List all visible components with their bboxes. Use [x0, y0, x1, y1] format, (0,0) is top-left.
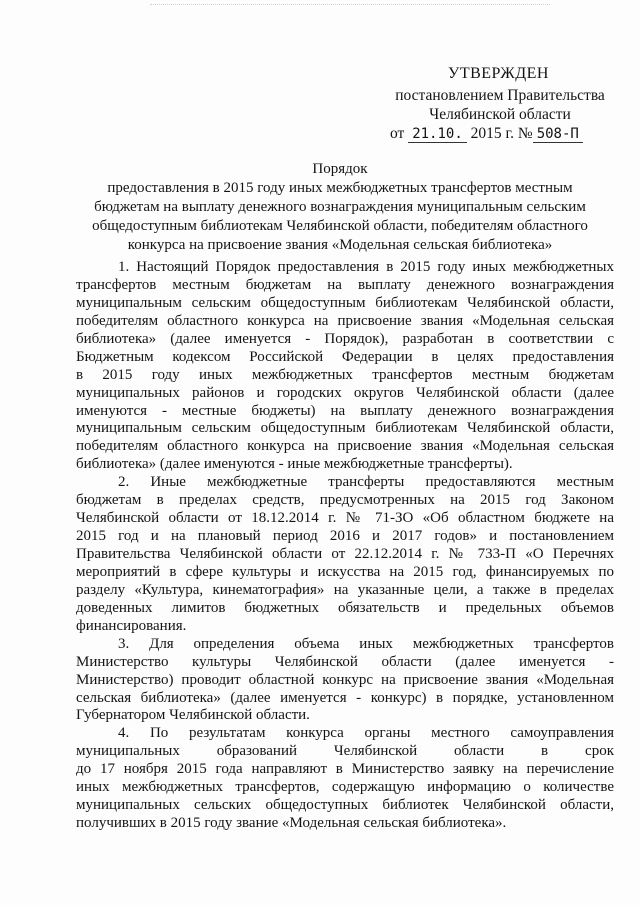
- paragraph-3: [76, 636, 614, 726]
- text-line: до 17 ноября 2015 года направляют в Министерство заявку на перечисление: [76, 761, 614, 778]
- text-line: 3. Для определения объема иных межбюджетных трансфертов: [118, 635, 614, 652]
- paragraph-1: [76, 259, 614, 474]
- paragraph-2: [76, 474, 614, 635]
- approval-stamp-block: [380, 64, 620, 143]
- text-line: 1. Настоящий Порядок предоставления в 2015 году иных межбюджетных: [118, 259, 614, 275]
- text-line: финансирования.: [76, 617, 187, 634]
- approval-line-2: Челябинской области: [429, 106, 571, 123]
- text-line: Министерство культуры Челябинской области (далее именуется -: [76, 653, 614, 670]
- document-body: [76, 259, 614, 833]
- text-line: библиотека» (далее именуются - иные межбюджетные трансферты).: [76, 456, 513, 473]
- paragraph-4: [76, 725, 614, 833]
- text-line: разделу «Культура, кинематография» на указанные цели, а также в пределах: [76, 581, 614, 598]
- subtitle-line: конкурса на присвоение звания «Модельная сельская библиотека»: [127, 237, 553, 253]
- text-line: доведенных лимитов бюджетных обязательств и предельных объемов: [76, 599, 614, 616]
- text-line: Челябинской области от 18.12.2014 г. № 71-ЗО «Об областном бюджете на: [76, 510, 614, 527]
- subtitle-line: бюджетам на выплату денежного вознаграждения муниципальным сельским: [94, 199, 586, 215]
- text-line: 4. По результатам конкурса органы местного самоуправления: [118, 725, 614, 742]
- text-line: получивших в 2015 году звание «Модельная сельская библиотека».: [76, 815, 507, 832]
- approval-line-1: постановлением Правительства: [395, 87, 605, 104]
- handwritten-number: 508-П: [533, 126, 583, 143]
- scan-artifact: [150, 4, 550, 8]
- text-line: муниципальным сельским общедоступным библиотекам Челябинской области,: [76, 294, 614, 311]
- text-line: в 2015 году иных межбюджетных трансфертов местным бюджетам: [76, 366, 614, 383]
- text-line: трансфертов местным бюджетам на выплату денежного вознаграждения: [76, 276, 614, 293]
- text-line: мероприятий в сфере культуры и искусства на 2015 год, финансируемых по: [76, 563, 614, 580]
- text-line: победителям областного конкурса на присвоение звания «Модельная сельская: [76, 312, 614, 329]
- text-line: иных межбюджетных трансфертов, содержащую информацию о количестве: [76, 779, 614, 796]
- text-line: муниципальных образований Челябинской области в срок: [76, 743, 614, 760]
- approval-date-line: [380, 124, 620, 143]
- handwritten-date: 21.10.: [408, 126, 467, 143]
- subtitle-line: общедоступным библиотекам Челябинской области, победителям областного: [92, 218, 588, 234]
- document-heading: [60, 160, 620, 255]
- text-line: сельская библиотека» (далее именуется - конкурс) в порядке, установленном: [76, 689, 614, 706]
- year-text: 2015 г. №: [470, 125, 533, 142]
- text-line: муниципальных сельских общедоступных библиотек Челябинской области,: [76, 797, 614, 814]
- text-line: именуются - местные бюджеты) на выплату денежного вознаграждения: [76, 402, 614, 419]
- text-line: библиотека» (далее именуется - Порядок), разработан в соответствии с: [76, 330, 614, 347]
- text-line: Министерство) проводит областной конкурс на присвоение звания «Модельная: [76, 671, 614, 688]
- text-line: муниципальным сельским общедоступным библиотекам Челябинской области,: [76, 420, 614, 437]
- date-prefix: от: [390, 125, 405, 142]
- text-line: Губернатором Челябинской области.: [76, 707, 310, 724]
- text-line: муниципальных районов и городских округов Челябинской области (далее: [76, 384, 614, 401]
- text-line: победителям областного конкурса на присвоение звания «Модельная сельская: [76, 438, 614, 455]
- text-line: Правительства Челябинской области от 22.12.2014 г. № 733-П «О Перечнях: [76, 546, 614, 562]
- text-line: Бюджетным кодексом Российской Федерации в целях предоставления: [76, 348, 614, 365]
- document-title: Порядок: [312, 161, 368, 177]
- text-line: 2015 год и на плановый период 2016 и 2017 годов» и постановлением: [76, 528, 614, 545]
- text-line: бюджетам в пределах средств, предусмотренных на 2015 год Законом: [76, 492, 614, 509]
- subtitle-line: предоставления в 2015 году иных межбюджетных трансфертов местным: [107, 180, 573, 196]
- approval-title: УТВЕРЖДЕН: [448, 65, 549, 82]
- text-line: 2. Иные межбюджетные трансферты предоставляются местным: [118, 474, 614, 491]
